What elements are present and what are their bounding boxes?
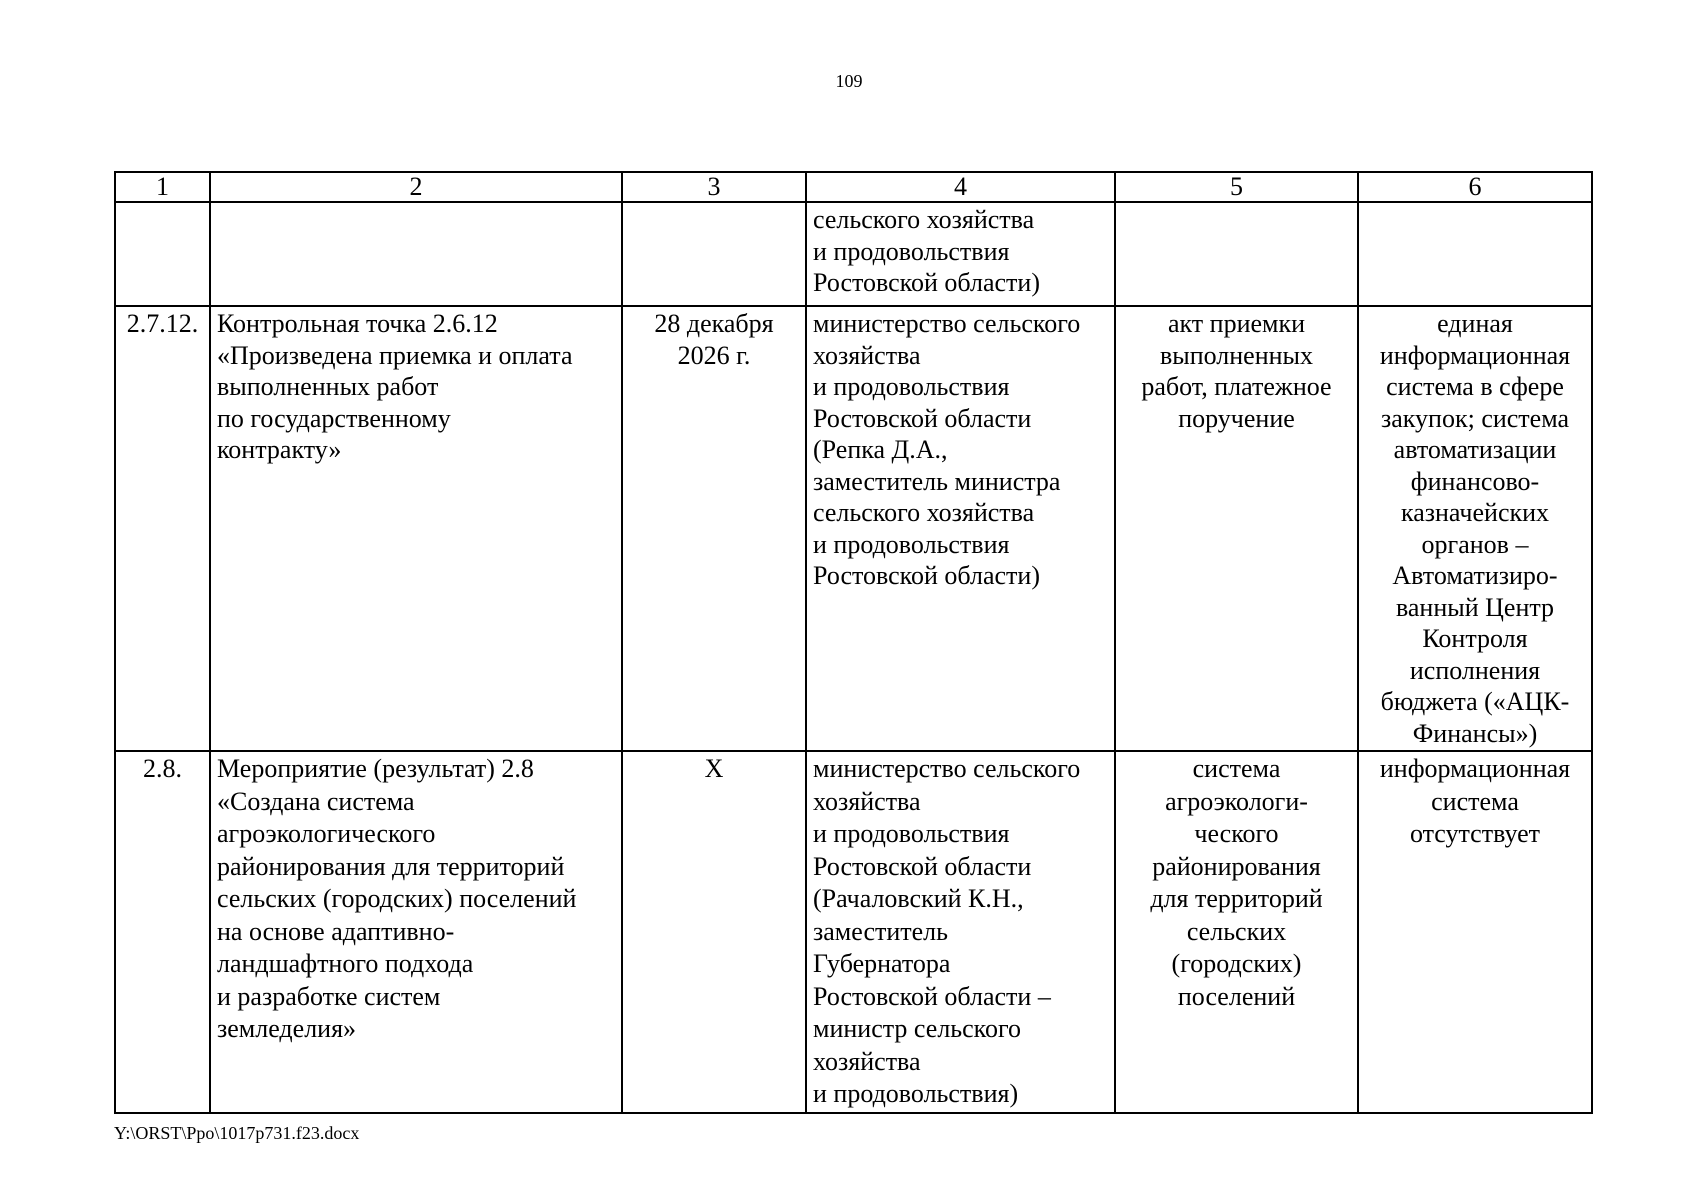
cell-number: 2.8. bbox=[115, 751, 210, 1113]
activities-table bbox=[114, 171, 1593, 1114]
column-header-1: 1 bbox=[115, 172, 210, 202]
cell-system: единая информационная система в сфере закупок; система автоматизации финансово- казначейских органов – Автоматизиро- ванный Центр Контроля исполнения бюджета («АЦК- Финансы») bbox=[1358, 306, 1592, 751]
cell-deadline: Х bbox=[622, 751, 806, 1113]
table-row bbox=[115, 202, 1592, 306]
table-header-row bbox=[115, 172, 1592, 202]
cell-name bbox=[210, 202, 622, 306]
cell-system: информационная система отсутствует bbox=[1358, 751, 1592, 1113]
cell-responsible: сельского хозяйства и продовольствия Ростовской области) bbox=[806, 202, 1115, 306]
cell-responsible: министерство сельского хозяйства и продовольствия Ростовской области (Рачаловский К.Н., заместитель Губернатора Ростовской области – министр сельского хозяйства и продовольствия) bbox=[806, 751, 1115, 1113]
column-header-6: 6 bbox=[1358, 172, 1592, 202]
cell-document bbox=[1115, 202, 1358, 306]
page-number: 109 bbox=[835, 71, 863, 91]
cell-deadline bbox=[622, 202, 806, 306]
column-header-3: 3 bbox=[622, 172, 806, 202]
cell-number bbox=[115, 202, 210, 306]
table-row bbox=[115, 751, 1592, 1113]
column-header-2: 2 bbox=[210, 172, 622, 202]
cell-responsible: министерство сельского хозяйства и продовольствия Ростовской области (Репка Д.А., заместитель министра сельского хозяйства и продовольствия Ростовской области) bbox=[806, 306, 1115, 751]
table-row bbox=[115, 306, 1592, 751]
cell-document: система агроэкологи- ческого районирования для территорий сельских (городских) поселений bbox=[1115, 751, 1358, 1113]
file-path-footer: Y:\ORST\Ppo\1017p731.f23.docx bbox=[114, 1123, 360, 1143]
cell-number: 2.7.12. bbox=[115, 306, 210, 751]
column-header-4: 4 bbox=[806, 172, 1115, 202]
cell-system bbox=[1358, 202, 1592, 306]
column-header-5: 5 bbox=[1115, 172, 1358, 202]
cell-document: акт приемки выполненных работ, платежное поручение bbox=[1115, 306, 1358, 751]
cell-name: Контрольная точка 2.6.12 «Произведена приемка и оплата выполненных работ по государственному контракту» bbox=[210, 306, 622, 751]
cell-name: Мероприятие (результат) 2.8 «Создана система агроэкологического районирования для территорий сельских (городских) поселений на основе адаптивно- ландшафтного подхода и разработке систем земледелия» bbox=[210, 751, 622, 1113]
cell-deadline: 28 декабря 2026 г. bbox=[622, 306, 806, 751]
